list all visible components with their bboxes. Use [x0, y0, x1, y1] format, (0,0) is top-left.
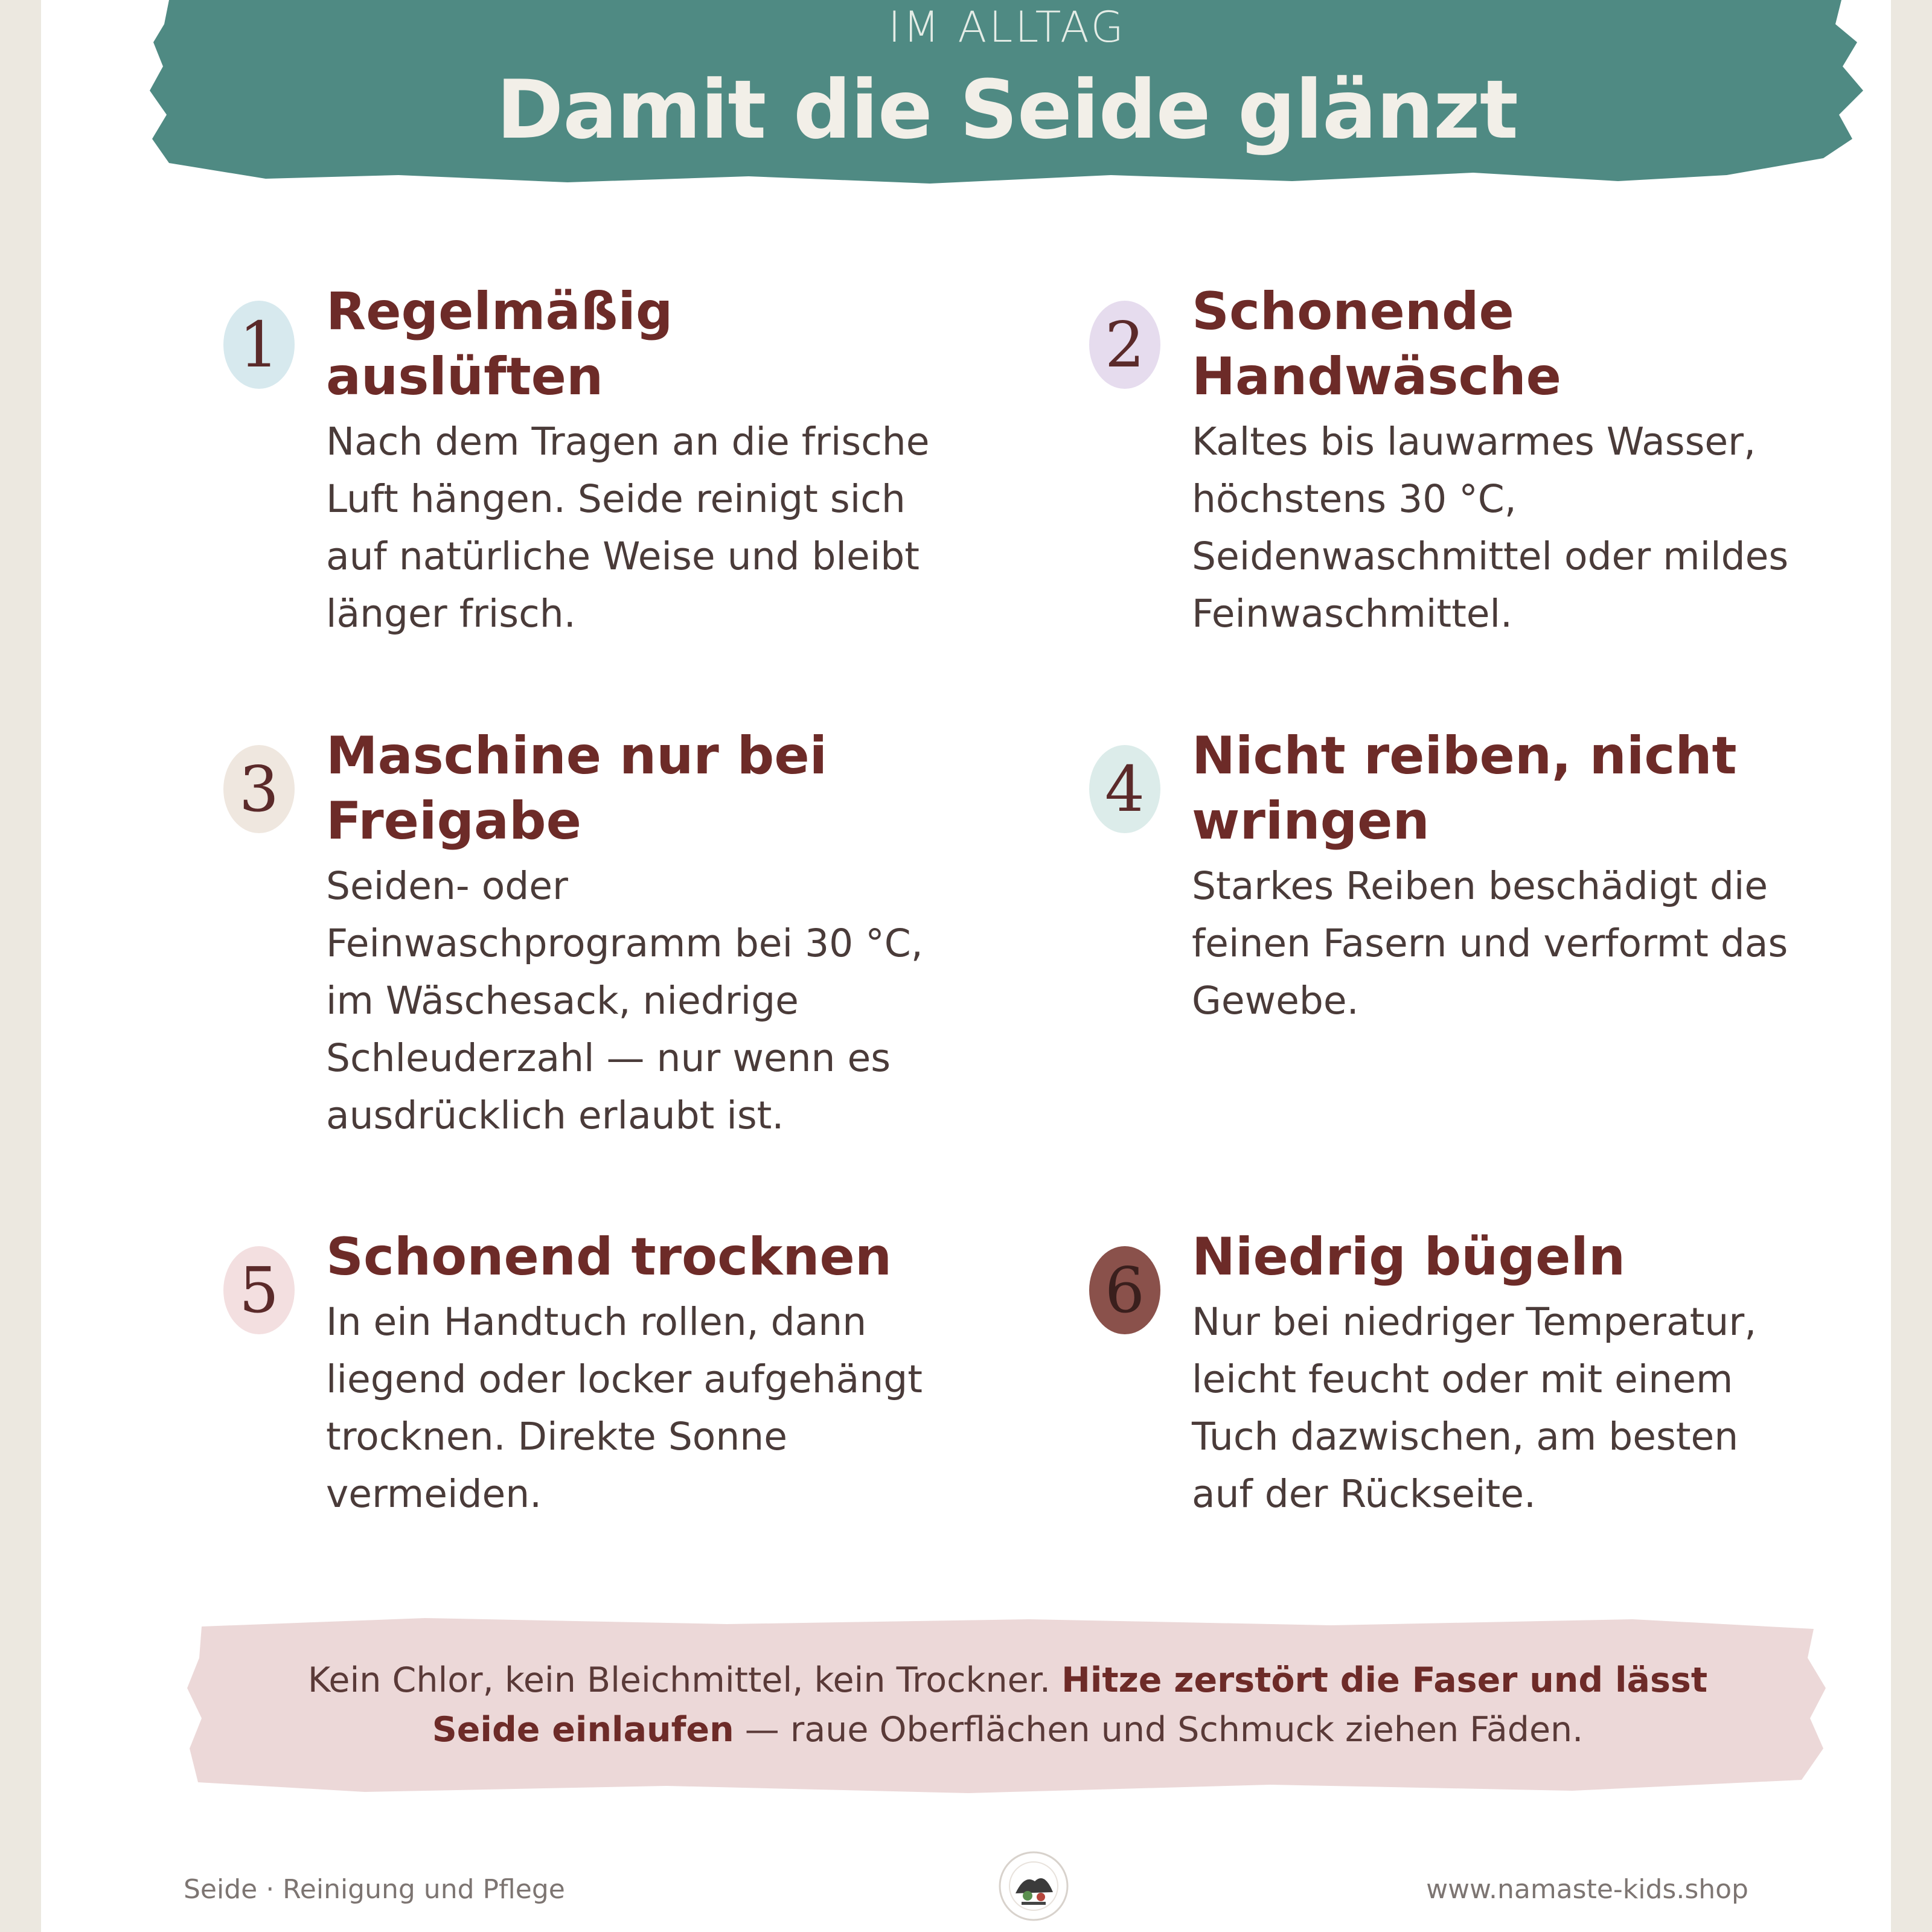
step-title: Regelmäßig auslüften — [326, 281, 673, 407]
footer-website-link[interactable]: www.namaste-kids.shop — [1426, 1874, 1748, 1905]
step-3 — [238, 723, 954, 1144]
step-number-badge: 5 — [223, 1246, 295, 1334]
step-title: Maschine nur bei Freigabe — [326, 726, 828, 851]
header-banner — [145, 0, 1869, 205]
page — [41, 0, 1891, 1932]
step-2 — [1104, 279, 1796, 642]
step-1 — [238, 279, 966, 642]
step-text: Starkes Reiben beschädigt die feinen Fasern und verformt das Gewebe. — [1192, 864, 1788, 1023]
step-number-badge: 3 — [223, 745, 295, 833]
note-text-end: — raue Oberflächen und Schmuck ziehen Fäden. — [734, 1710, 1584, 1750]
step-5 — [238, 1224, 954, 1523]
header-kicker: IM ALLTAG — [888, 2, 1126, 52]
step-number-badge: 2 — [1089, 301, 1160, 389]
step-4 — [1104, 723, 1796, 1029]
note-text-start: Kein Chlor, kein Bleichmittel, kein Trockner. — [307, 1660, 1062, 1700]
step-number-badge: 1 — [223, 301, 295, 389]
note-text — [256, 1655, 1759, 1754]
step-number-badge: 6 — [1089, 1246, 1160, 1334]
step-title: Nicht reiben, nicht wringen — [1192, 726, 1737, 851]
step-title: Schonend trocknen — [326, 1227, 892, 1287]
note-text-bold: Hitze zerstört die Faser und lässt Seide einlaufen — [432, 1660, 1708, 1750]
step-number-badge: 4 — [1089, 745, 1160, 833]
step-text: Kaltes bis lauwarmes Wasser, höchstens 30 °C, Seidenwaschmittel oder mildes Feinwaschmittel. — [1192, 420, 1789, 636]
step-title: Niedrig bügeln — [1192, 1227, 1626, 1287]
namaste-kids-logo-icon — [997, 1850, 1070, 1922]
step-text: Nur bei niedriger Temperatur, leicht feucht oder mit einem Tuch dazwischen, am besten auf der Rückseite. — [1192, 1300, 1757, 1516]
step-title: Schonende Handwäsche — [1192, 281, 1561, 407]
step-text: In ein Handtuch rollen, dann liegend oder locker aufgehängt trocknen. Direkte Sonne vermeiden. — [326, 1300, 923, 1516]
step-6 — [1104, 1224, 1796, 1523]
step-text: Nach dem Tragen an die frische Luft hängen. Seide reinigt sich auf natürliche Weise und bleibt länger frisch. — [326, 420, 930, 636]
page-title: Damit die Seide glänzt — [496, 63, 1518, 157]
step-text: Seiden- oder Feinwaschprogramm bei 30 °C, im Wäschesack, niedrige Schleuderzahl — nur wenn es ausdrücklich erlaubt ist. — [326, 864, 923, 1137]
warning-note — [184, 1616, 1831, 1797]
footer-topic: Seide · Reinigung und Pflege — [184, 1874, 565, 1905]
